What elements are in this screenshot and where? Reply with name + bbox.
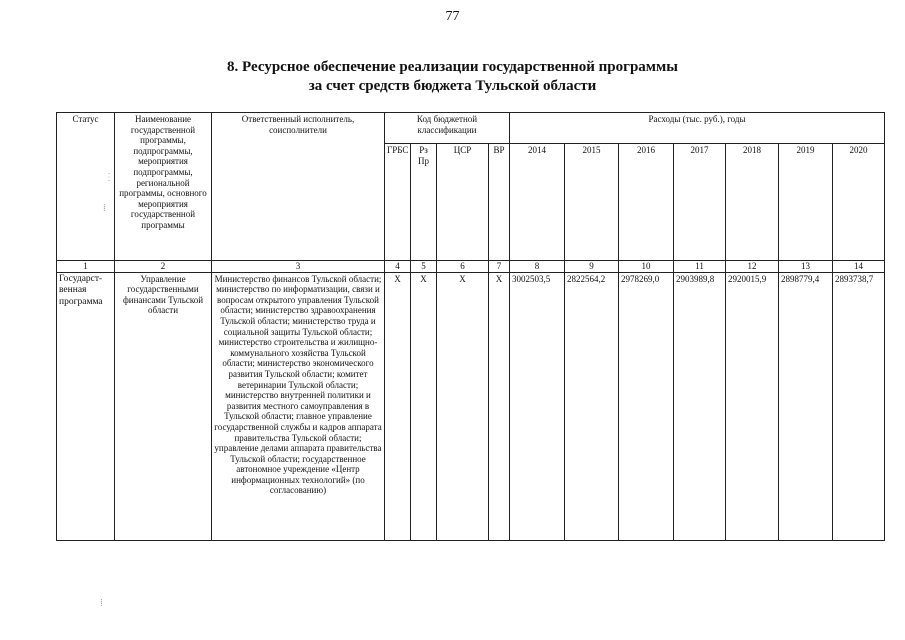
header-responsible: Ответственный исполнитель, соисполнители [212,113,385,261]
column-number-row [57,261,885,273]
row-code-rzpr: X [411,272,437,540]
title-line-2: за счет средств бюджета Тульской области [308,78,597,94]
header-code-vr: ВР [489,144,510,261]
header-status: Статус [57,113,115,261]
header-year-2019: 2019 [779,144,833,261]
row-code-grbs: X [385,272,411,540]
row-value-2020: 2893738,7 [833,272,885,540]
document-title [0,58,905,96]
scan-artifact: ⁞ [100,598,103,609]
header-year-2017: 2017 [674,144,726,261]
column-number: 2 [115,261,212,273]
header-name: Наименование государственной программы, подпрограммы, мероприятия подпрограммы, региональной программы, основного мероприятия государственной программы [115,113,212,261]
header-budget-code: Код бюджетной классификации [385,113,510,144]
row-value-2015: 2822564,2 [565,272,619,540]
row-status: Государст-венная программа [57,272,115,540]
header-year-2014: 2014 [510,144,565,261]
column-number: 9 [565,261,619,273]
column-number: 8 [510,261,565,273]
column-number: 12 [726,261,779,273]
header-expenses: Расходы (тыс. руб.), годы [510,113,885,144]
row-value-2019: 2898779,4 [779,272,833,540]
scan-artifact: ⋮ [104,172,114,183]
header-code-rzpr: Рз Пр [411,144,437,261]
column-number: 5 [411,261,437,273]
table-row [57,272,885,540]
header-code-grbs: ГРБС [385,144,411,261]
title-line-1: 8. Ресурсное обеспечение реализации государственной программы [227,59,678,75]
column-number: 7 [489,261,510,273]
column-number: 10 [619,261,674,273]
row-code-vr: X [489,272,510,540]
page-number: 77 [445,9,460,24]
column-number: 6 [437,261,489,273]
row-responsible: Министерство финансов Тульской области; министерство по информатизации, связи и вопросам открытого управления Тульской области; министерство здравоохранения Тульской области; министерство труда и социальной защиты Тульской области; министерство строительства и жилищно-коммунального хозяйства Тульской области; министерство экономического развития Тульской области; комитет ветеринарии Тульской области; министерство внутренней политики и развития местного самоуправления в Тульской области; главное управление государственной службы и кадров аппарата правительства Тульской области; управление делами аппарата правительства Тульской области; государственное автономное учреждение «Центр информационных технологий» (по согласованию) [212,272,385,540]
column-number: 3 [212,261,385,273]
column-number: 4 [385,261,411,273]
header-code-csr: ЦСР [437,144,489,261]
column-number: 11 [674,261,726,273]
row-value-2017: 2903989,8 [674,272,726,540]
row-value-2018: 2920015,9 [726,272,779,540]
resource-table [56,112,885,541]
header-year-2016: 2016 [619,144,674,261]
column-number: 14 [833,261,885,273]
scan-artifact: ⁞ [103,203,106,214]
row-code-csr: X [437,272,489,540]
row-value-2014: 3002503,5 [510,272,565,540]
column-number: 13 [779,261,833,273]
column-number: 1 [57,261,115,273]
row-program-name: Управление государственными финансами Тульской области [115,272,212,540]
header-year-2018: 2018 [726,144,779,261]
header-year-2015: 2015 [565,144,619,261]
header-year-2020: 2020 [833,144,885,261]
row-value-2016: 2978269,0 [619,272,674,540]
